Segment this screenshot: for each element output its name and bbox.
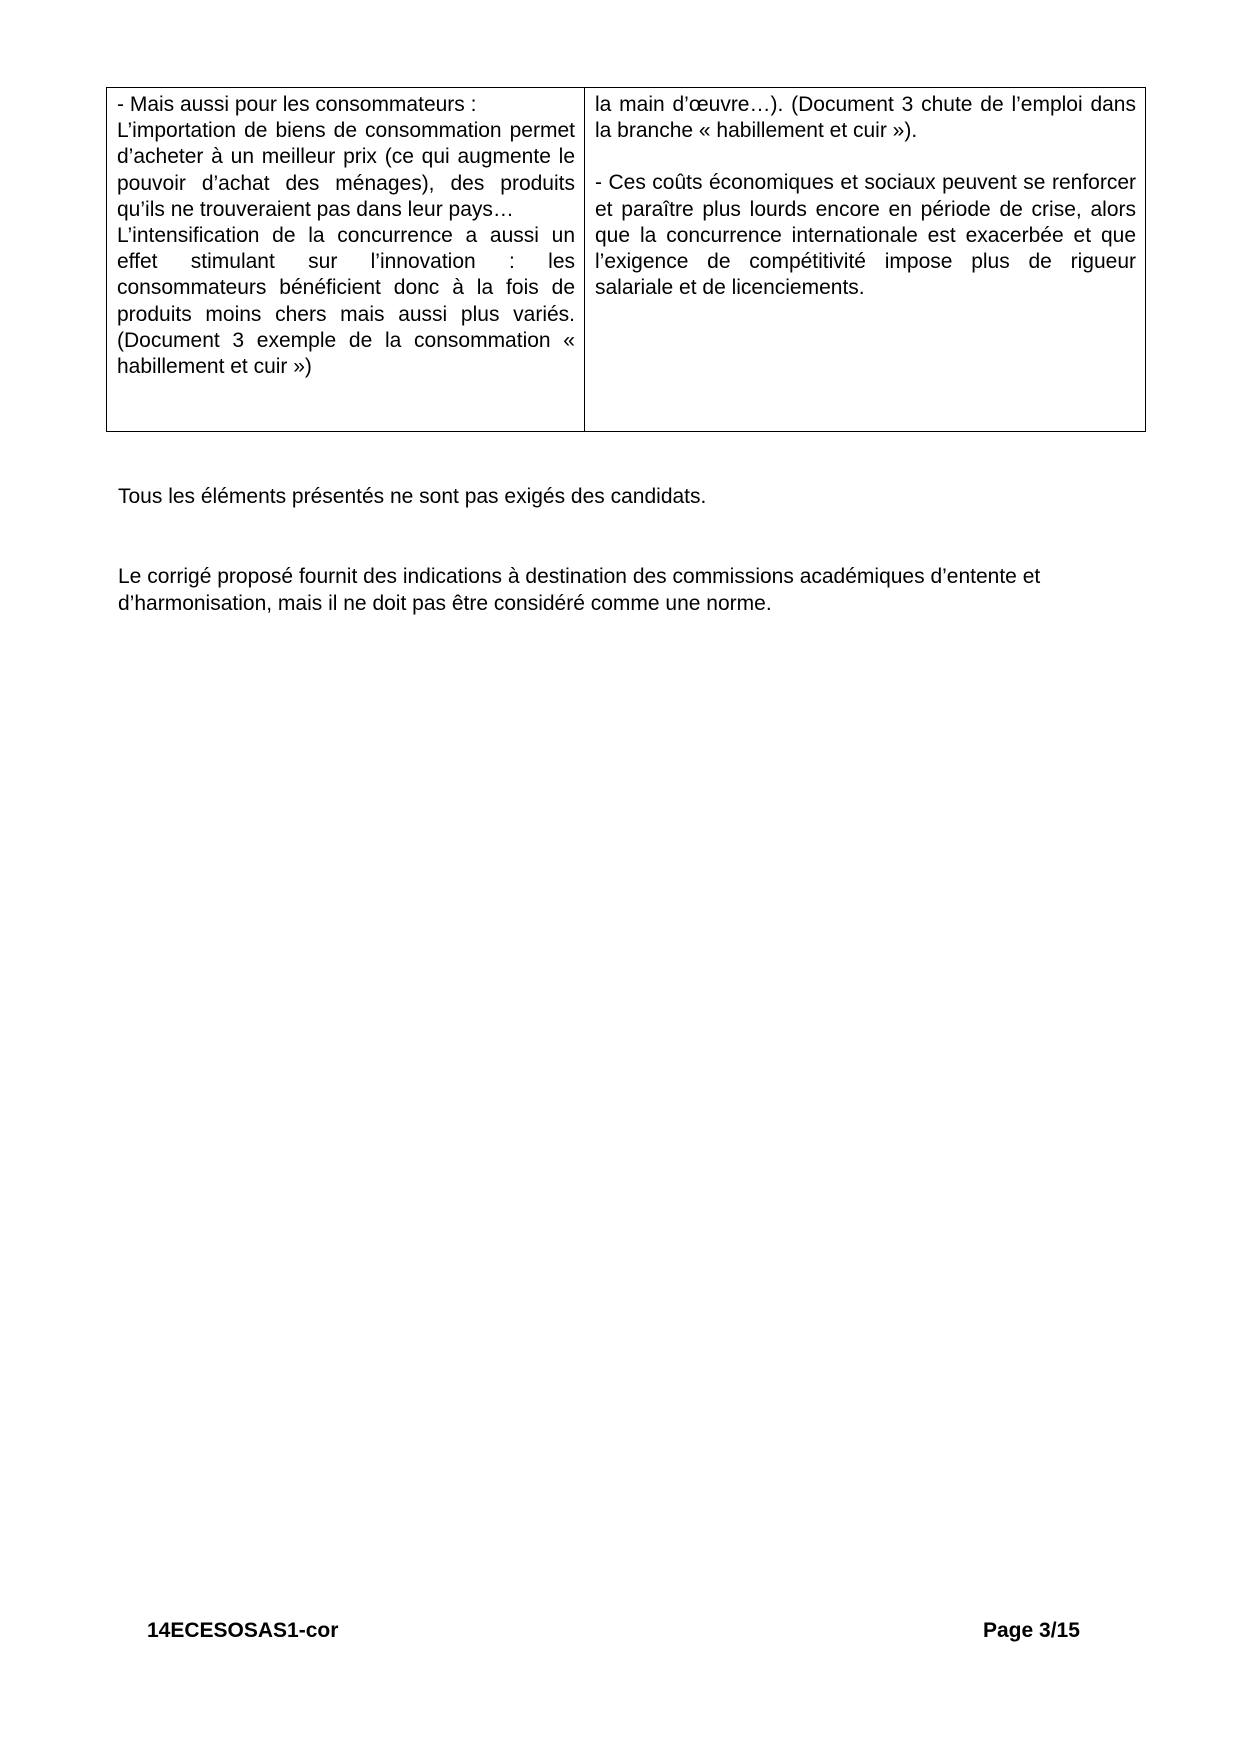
- right-cell-paragraph-employment: la main d’œuvre…). (Document 3 chute de l’emploi dans la branche « habillement et cuir »).: [595, 93, 1136, 143]
- candidates-note: Tous les éléments présentés ne sont pas exigés des candidats.: [118, 485, 707, 508]
- right-cell-paragraph-costs: - Ces coûts économiques et sociaux peuvent se renforcer et paraître plus lourds encore en période de crise, alors que la concurrence internationale est exacerbée et que l’exigence de compétitivité impose plus de rigueur salariale et de licenciements.: [595, 171, 1136, 300]
- table-cell-left: [107, 88, 585, 431]
- correction-disclaimer: Le corrigé proposé fournit des indications à destination des commissions académiques d’entente et d’harmonisation, mais il ne doit pas être considéré comme une norme.: [118, 565, 1041, 615]
- left-cell-paragraph-innovation: L’intensification de la concurrence a aussi un effet stimulant sur l’innovation : les consommateurs bénéficient donc à la fois de produits moins chers mais aussi plus variés. (Document 3 exemple de la consommation « habillement et cuir »): [117, 224, 575, 379]
- table-cell-right: [585, 88, 1145, 431]
- document-code: 14ECESOSAS1-cor: [147, 1619, 339, 1642]
- answer-table: [106, 87, 1146, 432]
- left-cell-paragraph-import: L’importation de biens de consommation permet d’acheter à un meilleur prix (ce qui augmente le pouvoir d’achat des ménages), des produits qu’ils ne trouveraient pas dans leur pays…: [117, 119, 575, 221]
- left-cell-line-consumers: - Mais aussi pour les consommateurs :: [117, 93, 477, 116]
- page-number: Page 3/15: [983, 1619, 1080, 1642]
